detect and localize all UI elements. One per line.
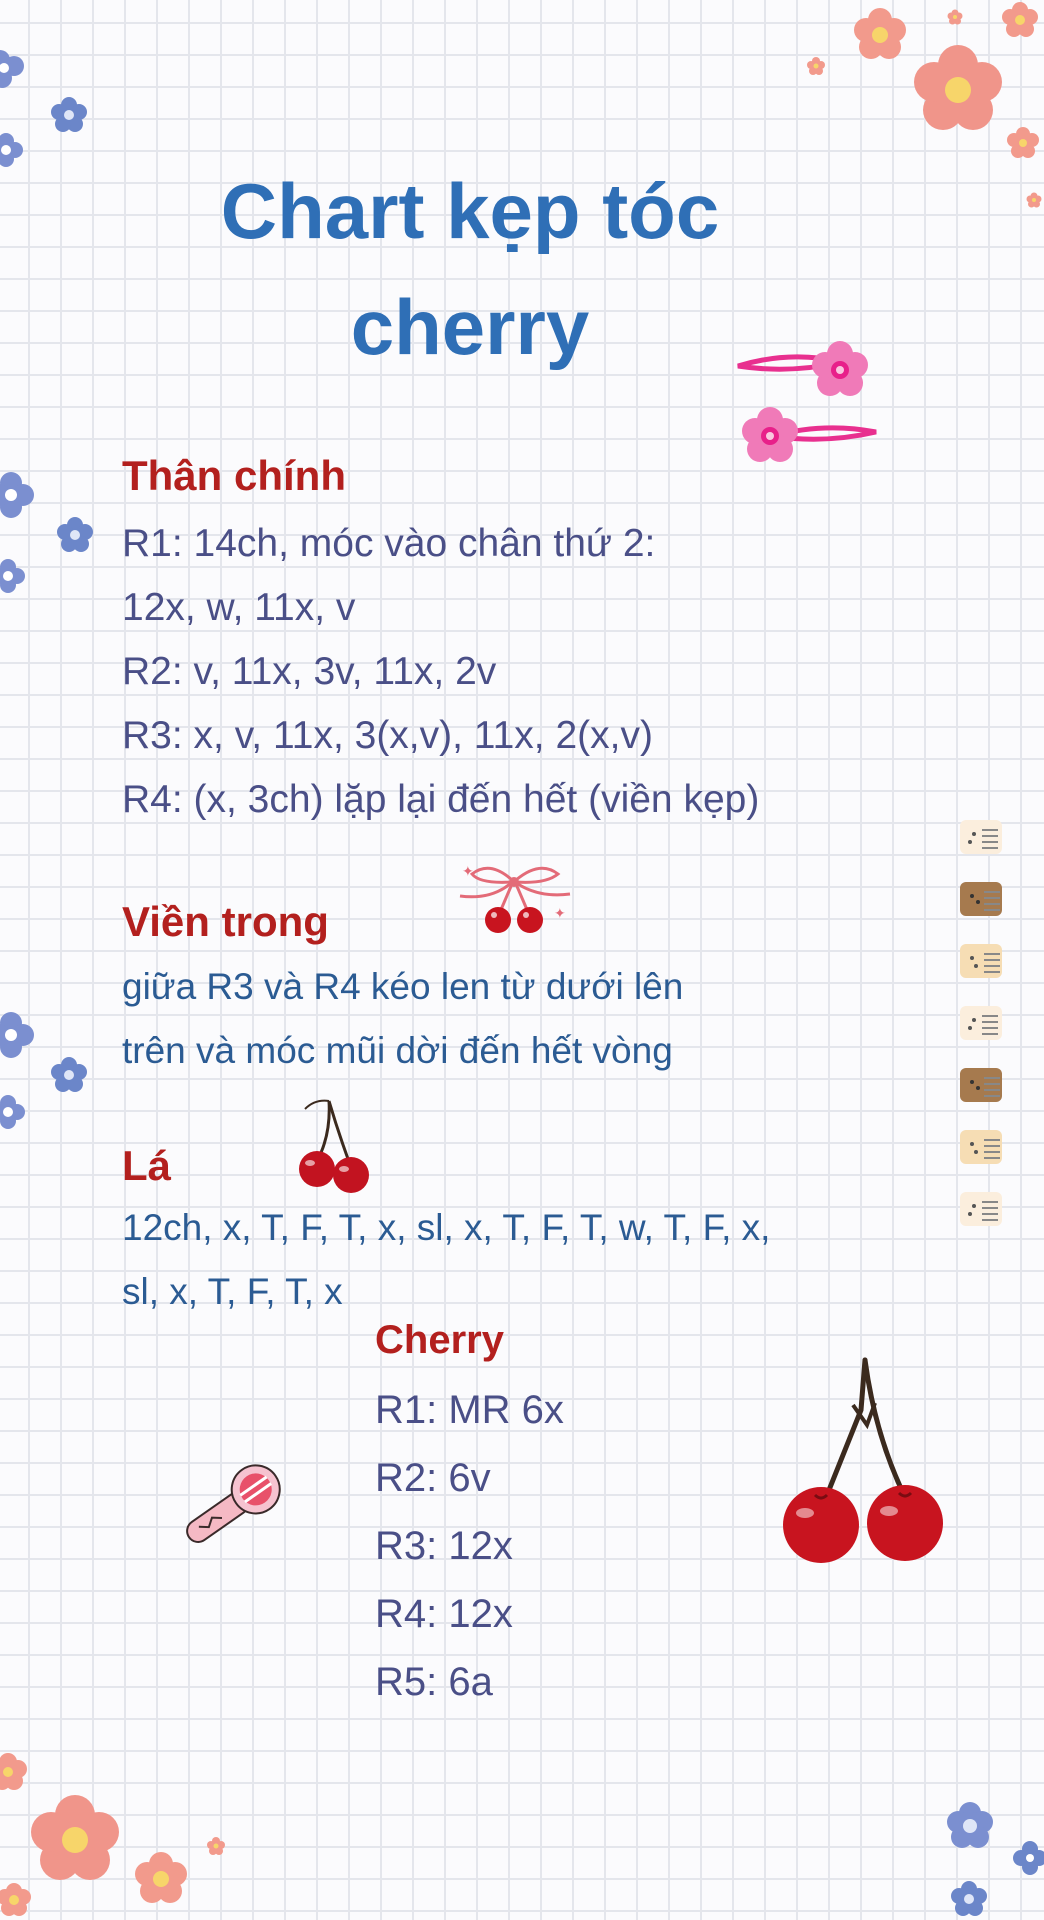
- bear-sticker-column: [958, 814, 1006, 1234]
- pink-flower-icon: [0, 1880, 34, 1920]
- blue-flower-icon: [48, 94, 90, 136]
- bear-sticker-icon: [958, 814, 1006, 862]
- svg-text:✦: ✦: [554, 906, 566, 922]
- blue-flower-icon: [54, 514, 96, 556]
- bear-sticker-icon: [958, 1186, 1006, 1234]
- pink-flower-icon: [1024, 190, 1044, 210]
- blue-flower-icon: [0, 130, 26, 170]
- blue-flower-icon: [948, 1878, 990, 1920]
- pink-flower-icon: [850, 5, 910, 65]
- pink-flower-icon: [1000, 0, 1040, 40]
- vien-trong-line: trên và móc mũi dời đến hết vòng: [122, 1030, 673, 1071]
- cherry-bow-icon: [450, 860, 580, 940]
- cherry-line: R3: 12x: [375, 1524, 513, 1568]
- title-line-1: Chart kẹp tóc: [220, 167, 720, 255]
- section-heading-vien-trong: Viền trong: [122, 898, 329, 945]
- title-line-2: cherry: [350, 283, 590, 371]
- than-chinh-line: 12x, w, 11x, v: [122, 586, 356, 629]
- la-line: sl, x, T, F, T, x: [122, 1271, 343, 1312]
- blue-flower-icon: [0, 1010, 34, 1060]
- cherry-icon: [295, 1095, 375, 1195]
- blue-flower-icon: [0, 1092, 28, 1132]
- cherry-line: R4: 12x: [375, 1592, 513, 1636]
- than-chinh-line: R3: x, v, 11x, 3(x,v), 11x, 2(x,v): [122, 714, 653, 757]
- pink-flower-icon: [130, 1848, 192, 1910]
- bear-sticker-icon: [958, 876, 1006, 924]
- section-heading-than-chinh: Thân chính: [122, 452, 346, 499]
- than-chinh-text: [122, 512, 759, 832]
- pink-flower-icon: [25, 1790, 125, 1890]
- blue-flower-icon: [48, 1054, 90, 1096]
- cherry-line: R2: 6v: [375, 1456, 491, 1500]
- section-heading-la: Lá: [122, 1142, 172, 1189]
- than-chinh-line: R4: (x, 3ch) lặp lại đến hết (viền kẹp): [122, 778, 760, 821]
- cherry-text: [375, 1376, 564, 1716]
- pink-flower-icon: [0, 1750, 30, 1794]
- bear-sticker-icon: [958, 938, 1006, 986]
- cherry-line: R1: MR 6x: [375, 1388, 564, 1432]
- than-chinh-line: R2: v, 11x, 3v, 11x, 2v: [122, 650, 497, 693]
- blue-flower-icon: [0, 470, 34, 520]
- pink-flower-icon: [805, 55, 827, 77]
- la-line: 12ch, x, T, F, T, x, sl, x, T, F, T, w, T, F, x,: [122, 1207, 771, 1248]
- pink-flower-icon: [946, 8, 964, 26]
- blue-flower-icon: [1012, 1838, 1044, 1878]
- bear-sticker-icon: [958, 1124, 1006, 1172]
- la-text: [122, 1196, 770, 1324]
- pink-flower-icon: [205, 1835, 227, 1857]
- pink-flower-icon: [1005, 125, 1041, 161]
- blue-flower-icon: [942, 1798, 998, 1854]
- cherry-icon: [775, 1355, 955, 1570]
- bear-sticker-icon: [958, 1062, 1006, 1110]
- pink-flower-icon: [908, 40, 1008, 140]
- svg-text:✦: ✦: [462, 864, 474, 880]
- hair-clip-icon: [730, 330, 880, 470]
- vien-trong-line: giữa R3 và R4 kéo len từ dưới lên: [122, 966, 684, 1007]
- bear-sticker-icon: [958, 1000, 1006, 1048]
- cherry-line: R5: 6a: [375, 1660, 493, 1704]
- blue-flower-icon: [0, 556, 28, 596]
- section-heading-cherry: Cherry: [375, 1318, 504, 1362]
- lollipop-clip-icon: [170, 1445, 290, 1565]
- vien-trong-text: [122, 955, 683, 1083]
- blue-flower-icon: [0, 50, 30, 100]
- than-chinh-line: R1: 14ch, móc vào chân thứ 2:: [122, 522, 656, 565]
